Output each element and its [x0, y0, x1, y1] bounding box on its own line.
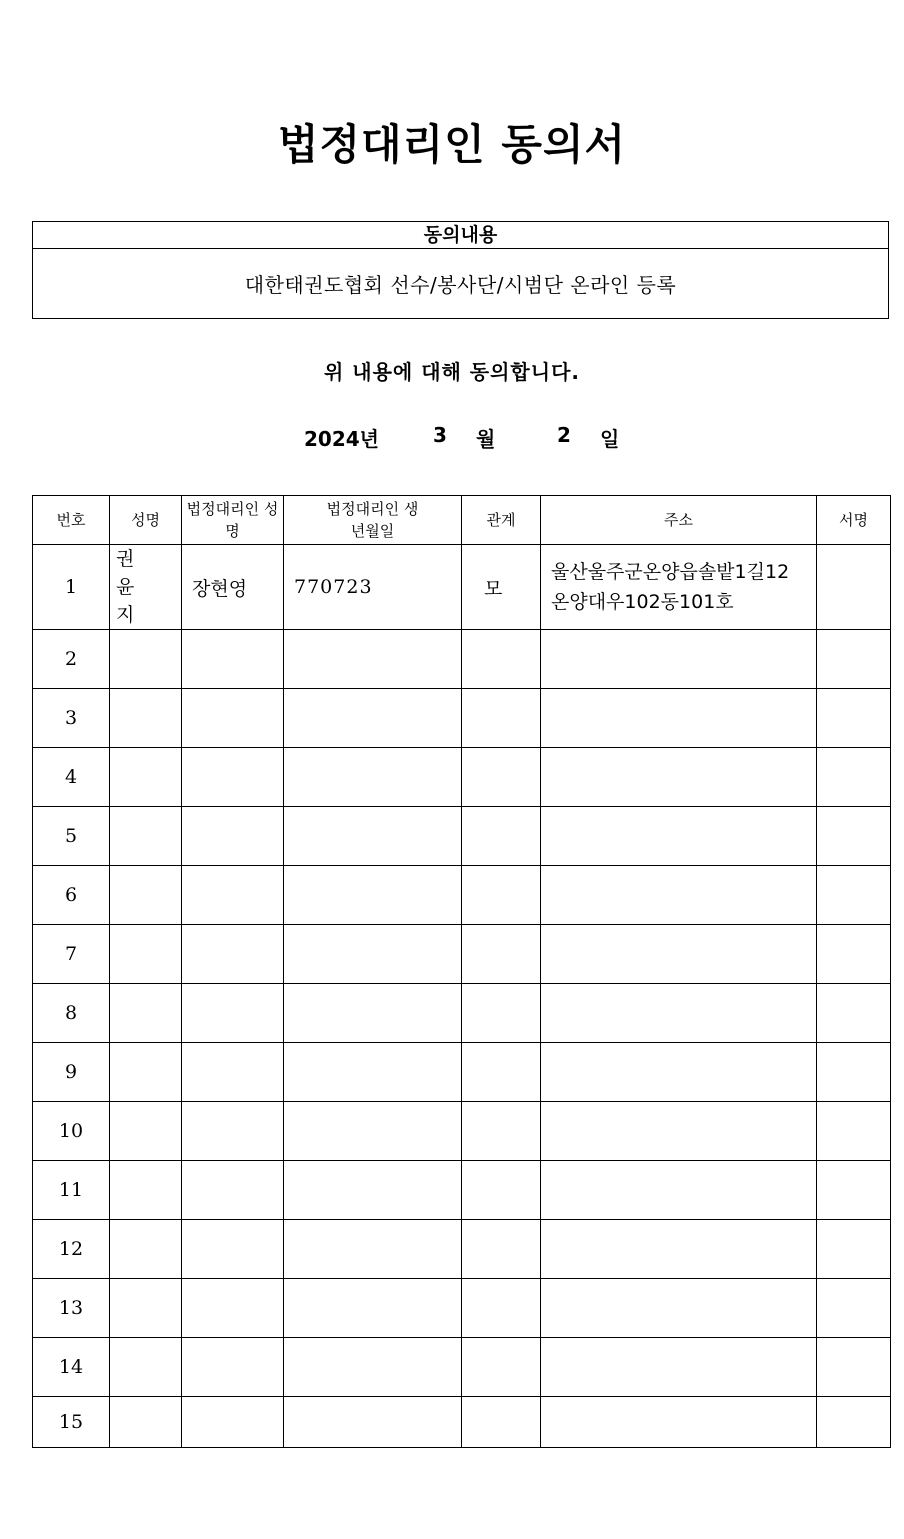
cell-address	[541, 925, 817, 984]
cell-rep-birth	[284, 1161, 462, 1220]
table-header-row	[33, 496, 891, 545]
header-name: 성명	[110, 496, 182, 545]
cell-rep-birth	[284, 1279, 462, 1338]
consent-content: 대한태권도협회 선수/봉사단/시범단 온라인 등록	[244, 273, 677, 297]
cell-address	[541, 1279, 817, 1338]
table-row	[33, 866, 891, 925]
cell-address	[541, 748, 817, 807]
cell-name	[110, 984, 182, 1043]
cell-number: 3	[33, 689, 110, 748]
cell-rep-birth	[284, 748, 462, 807]
cell-rep-birth	[284, 1102, 462, 1161]
cell-signature	[817, 689, 891, 748]
cell-relation	[462, 1220, 541, 1279]
header-relation: 관계	[462, 496, 541, 545]
table-row	[33, 748, 891, 807]
agreement-statement: 위 내용에 대해 동의합니다.	[323, 360, 580, 384]
cell-number: 12	[33, 1220, 110, 1279]
cell-rep-name	[182, 807, 284, 866]
header-rep-birth: 법정대리인 생년월일	[284, 496, 462, 545]
cell-address	[541, 630, 817, 689]
cell-signature	[817, 1397, 891, 1448]
cell-name	[110, 1279, 182, 1338]
cell-relation	[462, 630, 541, 689]
cell-address	[541, 1161, 817, 1220]
cell-signature	[817, 807, 891, 866]
cell-number: 15	[33, 1397, 110, 1448]
cell-relation	[462, 1043, 541, 1102]
cell-rep-name	[182, 866, 284, 925]
cell-address	[541, 807, 817, 866]
cell-number: 2	[33, 630, 110, 689]
document-title: 법정대리인 동의서	[277, 120, 627, 169]
cell-rep-birth	[284, 630, 462, 689]
cell-rep-birth	[284, 866, 462, 925]
cell-address	[541, 1102, 817, 1161]
cell-address: 울산울주군온양읍솔밭1길12온양대우102동101호	[541, 545, 817, 630]
cell-relation	[462, 1338, 541, 1397]
consent-heading: 동의내용	[33, 222, 888, 249]
cell-signature	[817, 748, 891, 807]
cell-address	[541, 866, 817, 925]
cell-relation: 모	[462, 545, 541, 630]
cell-name: 권 윤 지	[110, 545, 182, 630]
cell-rep-name	[182, 1338, 284, 1397]
cell-relation	[462, 984, 541, 1043]
cell-relation	[462, 807, 541, 866]
header-signature: 서명	[817, 496, 891, 545]
cell-relation	[462, 1161, 541, 1220]
table-row	[33, 1043, 891, 1102]
cell-rep-birth	[284, 1043, 462, 1102]
table-row	[33, 1338, 891, 1397]
consent-box	[32, 221, 889, 319]
cell-rep-name	[182, 630, 284, 689]
cell-rep-birth	[284, 925, 462, 984]
cell-name	[110, 1220, 182, 1279]
cell-address	[541, 984, 817, 1043]
cell-signature	[817, 925, 891, 984]
date-day-value: 2	[557, 423, 571, 447]
cell-name	[110, 630, 182, 689]
cell-rep-name	[182, 1279, 284, 1338]
cell-signature	[817, 630, 891, 689]
cell-rep-name	[182, 689, 284, 748]
table-row	[33, 807, 891, 866]
cell-name	[110, 1338, 182, 1397]
cell-signature	[817, 545, 891, 630]
cell-rep-name	[182, 1161, 284, 1220]
cell-rep-name	[182, 925, 284, 984]
cell-number: 4	[33, 748, 110, 807]
table-row	[33, 925, 891, 984]
cell-address	[541, 1338, 817, 1397]
table-row	[33, 984, 891, 1043]
cell-rep-name	[182, 748, 284, 807]
cell-number: 8	[33, 984, 110, 1043]
guardian-consent-table	[32, 495, 891, 1448]
cell-number: 6	[33, 866, 110, 925]
cell-rep-birth	[284, 984, 462, 1043]
cell-rep-name: 장현영	[182, 545, 284, 630]
cell-address	[541, 1043, 817, 1102]
cell-signature	[817, 984, 891, 1043]
cell-number: 13	[33, 1279, 110, 1338]
cell-relation	[462, 925, 541, 984]
cell-name	[110, 925, 182, 984]
cell-rep-name	[182, 1102, 284, 1161]
date-day-label: 일	[600, 427, 620, 451]
table-row	[33, 545, 891, 630]
cell-name	[110, 689, 182, 748]
header-number: 번호	[33, 496, 110, 545]
cell-rep-name	[182, 1043, 284, 1102]
header-rep-name: 법정대리인 성명	[182, 496, 284, 545]
table-row	[33, 1102, 891, 1161]
cell-rep-name	[182, 1220, 284, 1279]
cell-signature	[817, 866, 891, 925]
cell-signature	[817, 1338, 891, 1397]
cell-signature	[817, 1043, 891, 1102]
table-row	[33, 1220, 891, 1279]
cell-name	[110, 748, 182, 807]
table-row	[33, 1397, 891, 1448]
cell-rep-birth	[284, 1220, 462, 1279]
date-line	[0, 423, 904, 453]
cell-relation	[462, 689, 541, 748]
cell-number: 9	[33, 1043, 110, 1102]
cell-signature	[817, 1220, 891, 1279]
cell-rep-birth: 770723	[284, 545, 462, 630]
cell-number: 1	[33, 545, 110, 630]
cell-number: 10	[33, 1102, 110, 1161]
cell-signature	[817, 1102, 891, 1161]
cell-rep-name	[182, 984, 284, 1043]
cell-relation	[462, 1102, 541, 1161]
cell-name	[110, 1397, 182, 1448]
table-row	[33, 630, 891, 689]
cell-signature	[817, 1279, 891, 1338]
cell-rep-birth	[284, 689, 462, 748]
cell-address	[541, 1397, 817, 1448]
cell-relation	[462, 866, 541, 925]
cell-address	[541, 1220, 817, 1279]
date-month-value: 3	[433, 423, 447, 447]
cell-address	[541, 689, 817, 748]
cell-relation	[462, 1397, 541, 1448]
cell-name	[110, 1102, 182, 1161]
cell-rep-name	[182, 1397, 284, 1448]
cell-number: 5	[33, 807, 110, 866]
cell-number: 7	[33, 925, 110, 984]
cell-relation	[462, 748, 541, 807]
date-month-label: 월	[476, 427, 496, 451]
cell-name	[110, 807, 182, 866]
cell-number: 14	[33, 1338, 110, 1397]
cell-name	[110, 1043, 182, 1102]
cell-rep-birth	[284, 1397, 462, 1448]
cell-relation	[462, 1279, 541, 1338]
table-row	[33, 1279, 891, 1338]
cell-name	[110, 1161, 182, 1220]
cell-number: 11	[33, 1161, 110, 1220]
cell-rep-birth	[284, 1338, 462, 1397]
cell-rep-birth	[284, 807, 462, 866]
cell-signature	[817, 1161, 891, 1220]
cell-name	[110, 866, 182, 925]
table-row	[33, 1161, 891, 1220]
header-address: 주소	[541, 496, 817, 545]
date-year: 2024년	[304, 427, 379, 451]
table-row	[33, 689, 891, 748]
